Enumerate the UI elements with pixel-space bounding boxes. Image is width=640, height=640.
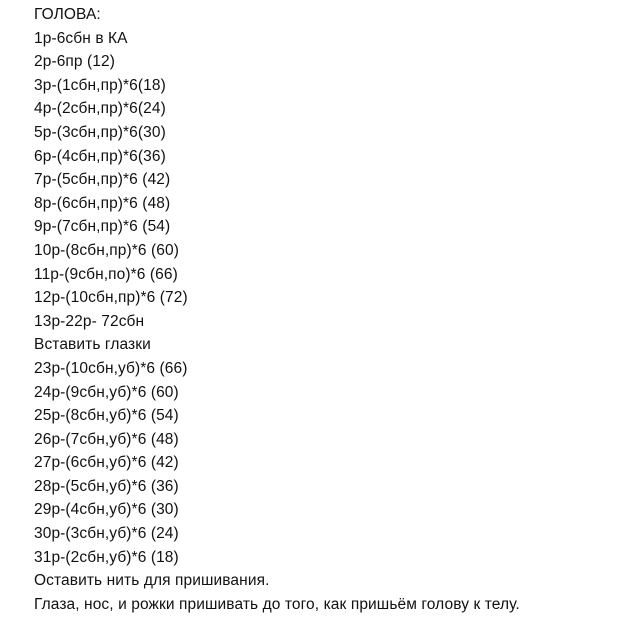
row-7: 7р-(5сбн,пр)*6 (42): [34, 171, 171, 189]
row-23: 23р-(10сбн,уб)*6 (66): [34, 359, 188, 377]
instruction-leave-thread: Оставить нить для пришивания.: [34, 572, 270, 590]
row-30: 30р-(3сбн,уб)*6 (24): [34, 525, 179, 543]
row-11: 11р-(9сбн,по)*6 (66): [34, 265, 178, 283]
row-2: 2р-6пр (12): [34, 53, 116, 71]
row-8: 8р-(6сбн,пр)*6 (48): [34, 194, 171, 212]
heading-head: ГОЛОВА:: [34, 6, 101, 23]
row-28: 28р-(5сбн,уб)*6 (36): [34, 477, 179, 495]
row-4: 4р-(2сбн,пр)*6(24): [34, 100, 166, 118]
instruction-sew-features: Глаза, нос, и рожки пришивать до того, как пришьём голову к телу.: [34, 595, 520, 613]
row-3: 3р-(1сбн,пр)*6(18): [34, 76, 166, 94]
row-24: 24р-(9сбн,уб)*6 (60): [34, 383, 179, 401]
row-27: 27р-(6сбн,уб)*6 (42): [34, 454, 179, 472]
rows-13-22: 13р-22р- 72сбн: [34, 312, 145, 330]
row-12: 12р-(10сбн,пр)*6 (72): [34, 289, 188, 307]
instruction-insert-eyes: Вставить глазки: [34, 336, 151, 354]
row-29: 29р-(4сбн,уб)*6 (30): [34, 501, 179, 519]
row-26: 26р-(7сбн,уб)*6 (48): [34, 430, 179, 448]
row-10: 10р-(8сбн,пр)*6 (60): [34, 241, 179, 259]
row-5: 5р-(3сбн,пр)*6(30): [34, 123, 166, 141]
row-6: 6р-(4сбн,пр)*6(36): [34, 147, 166, 165]
row-31: 31р-(2сбн,уб)*6 (18): [34, 548, 179, 566]
row-25: 25р-(8сбн,уб)*6 (54): [34, 407, 179, 425]
row-9: 9р-(7сбн,пр)*6 (54): [34, 218, 171, 236]
row-1: 1р-6сбн в КА: [34, 29, 128, 47]
